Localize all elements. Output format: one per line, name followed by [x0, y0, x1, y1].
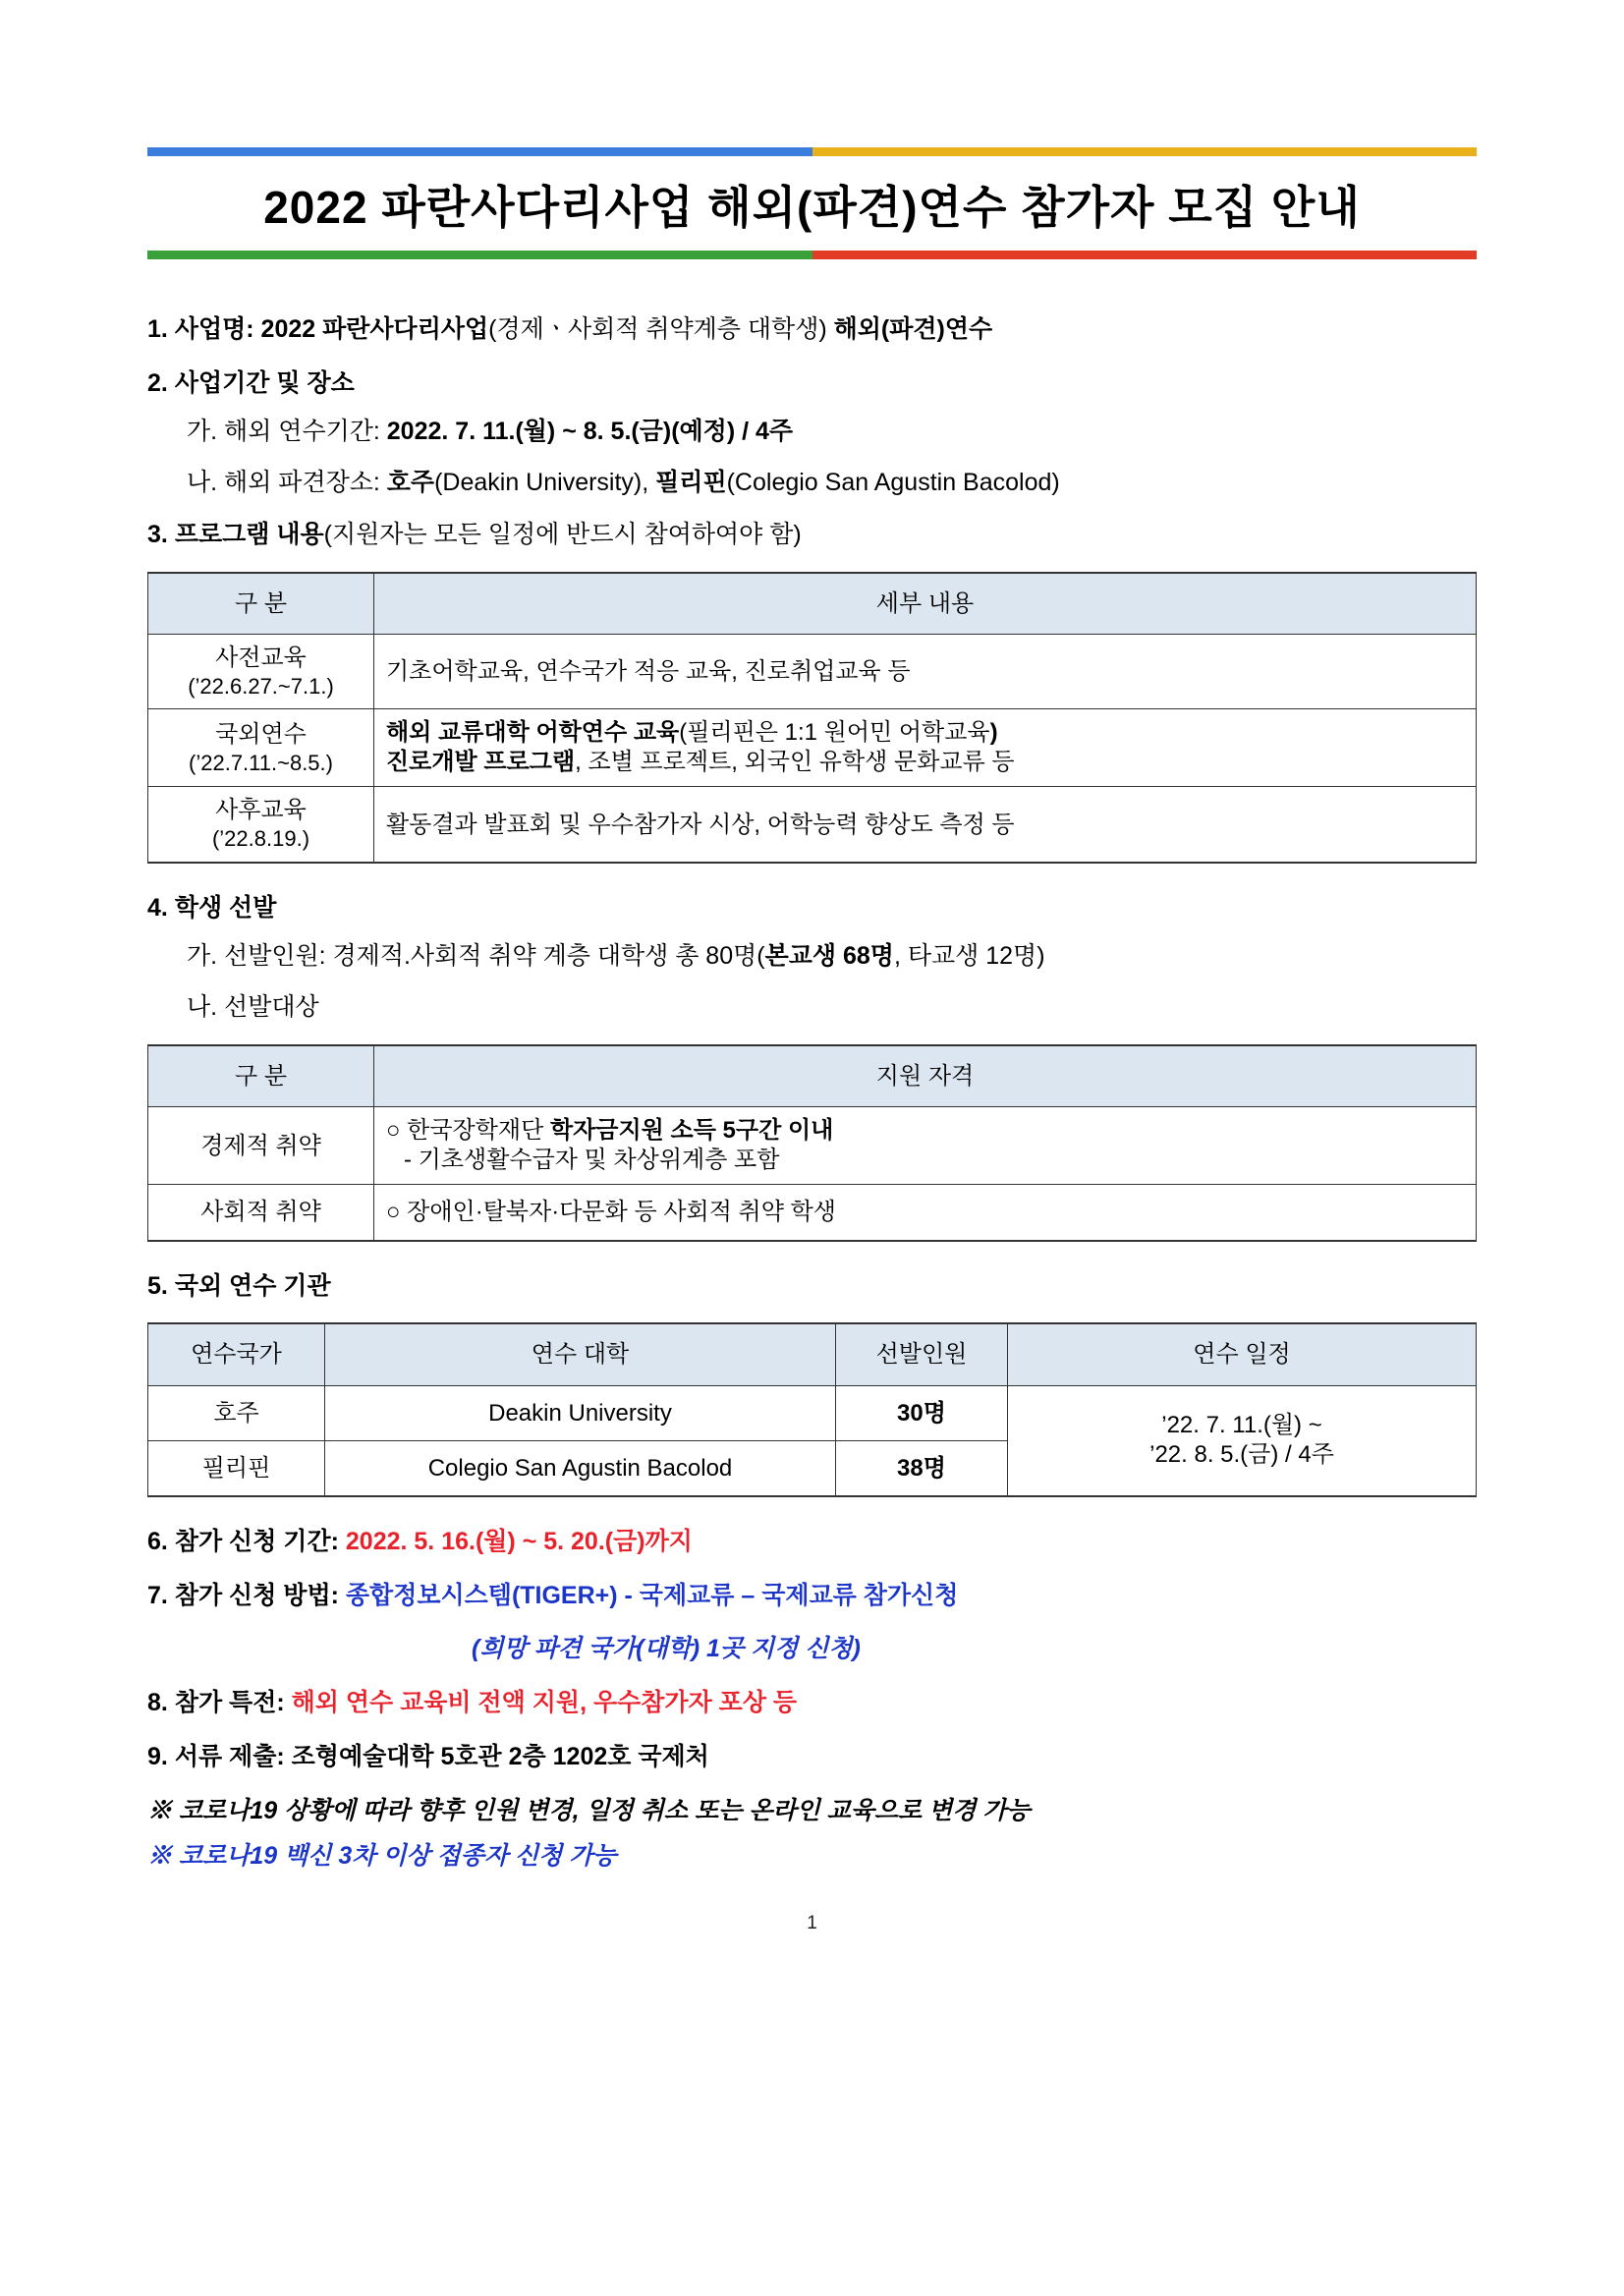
program-row-3-division-line1: 사후교육 [215, 797, 307, 824]
eligibility-table-header-qualification: 지원 자격 [374, 1045, 1477, 1107]
program-row-3-division [148, 787, 374, 863]
section-7-number: 7. [147, 1581, 168, 1609]
program-row-2-division-line2: (’22.7.11.~8.5.) [189, 750, 333, 775]
program-row-2-detail-plain-1: (필리핀은 1:1 원어민 어학교육 [679, 719, 990, 747]
eligibility-table-header-division: 구 분 [148, 1045, 374, 1107]
section-2-number: 2. [147, 368, 168, 397]
section-4-a-bold: 본교생 68명 [764, 941, 894, 970]
section-2-a-value: 2022. 7. 11.(월) ~ 8. 5.(금)(예정) / 4주 [386, 417, 794, 445]
section-2-period-place [147, 364, 1477, 403]
program-row-1-division [148, 634, 374, 709]
section-2-b-university-1: (Deakin University), [434, 469, 656, 497]
title-rule-red-segment [812, 251, 1478, 259]
section-1-colon: : [246, 315, 261, 343]
section-6-label: 참가 신청 기간 [174, 1527, 331, 1555]
eligibility-row-1-line1-bold: 학자금지원 소득 5구간 이내 [549, 1117, 834, 1145]
note-vaccine-requirement: ※ 코로나19 백신 3차 이상 접종자 신청 가능 [147, 1842, 617, 1871]
program-table-header-detail: 세부 내용 [374, 573, 1477, 635]
section-7-application-method [147, 1577, 1477, 1615]
section-3-label: 프로그램 내용 [174, 521, 324, 548]
section-7-value-line2-wrap [472, 1630, 1477, 1668]
eligibility-row-1-line1-plain: ○ 한국장학재단 [386, 1117, 550, 1145]
eligibility-row-2-division: 사회적 취약 [148, 1185, 374, 1241]
program-row-1-detail: 기초어학교육, 연수국가 적응 교육, 진로취업교육 등 [374, 634, 1477, 709]
section-9-value: 조형예술대학 5호관 2층 1202호 국제처 [291, 1742, 709, 1770]
section-9-number: 9. [147, 1742, 168, 1770]
institutions-header-schedule: 연수 일정 [1008, 1323, 1477, 1385]
eligibility-row-2-qualification: ○ 장애인·탈북자·다문화 등 사회적 취약 학생 [374, 1185, 1477, 1241]
section-8-colon: : [276, 1689, 292, 1717]
table-row [148, 1385, 1477, 1440]
table-header-row [148, 573, 1477, 635]
section-4-number: 4. [147, 893, 168, 922]
program-row-2-detail-bold-1: 해외 교류대학 어학연수 교육 [386, 719, 680, 747]
section-5-overseas-institutions [147, 1267, 1477, 1306]
note-covid-schedule: ※ 코로나19 상황에 따라 향후 인원 변경, 일정 취소 또는 온라인 교육으로 변경 가능 [147, 1796, 1031, 1824]
institutions-table [147, 1322, 1477, 1497]
section-2-b-university-2: (Colegio San Agustin Bacolod) [726, 469, 1060, 497]
table-row [148, 787, 1477, 863]
institutions-header-university: 연수 대학 [325, 1323, 836, 1385]
section-4-a-text-1: 가. 선발인원: 경제적.사회적 취약 계층 대학생 총 80명( [187, 941, 765, 970]
institutions-row-1-country: 호주 [148, 1385, 325, 1440]
eligibility-row-1-line2: - 기초생활수급자 및 차상위계층 포함 [404, 1147, 780, 1174]
page-title: 2022 파란사다리사업 해외(파견)연수 참가자 모집 안내 [263, 182, 1361, 233]
institutions-row-2-quota: 38명 [836, 1440, 1008, 1496]
program-row-1-division-line2: (’22.6.27.~7.1.) [188, 673, 334, 699]
section-2-item-a [187, 413, 1477, 451]
title-top-rule [147, 147, 1477, 156]
program-content-table [147, 572, 1477, 864]
program-row-2-detail-plain-2: , 조별 프로젝트, 외국인 유학생 문화교류 등 [575, 749, 1015, 776]
program-row-3-detail: 활동결과 발표회 및 우수참가자 시상, 어학능력 향상도 측정 등 [374, 787, 1477, 863]
section-9-colon: : [276, 1742, 292, 1770]
program-row-2-detail-line2 [386, 748, 1464, 777]
section-8-benefits [147, 1684, 1477, 1722]
section-7-label: 참가 신청 방법 [174, 1581, 331, 1609]
title-block [147, 147, 1477, 259]
institutions-header-country: 연수국가 [148, 1323, 325, 1385]
section-6-colon: : [330, 1527, 346, 1555]
title-rule-green-segment [147, 251, 812, 259]
institutions-row-1-university: Deakin University [325, 1385, 836, 1440]
section-1-value-bold2: 해외(파견)연수 [833, 315, 993, 343]
section-1-number: 1. [147, 315, 168, 343]
program-row-3-division-line2: (’22.8.19.) [211, 826, 310, 852]
section-2-item-b [187, 464, 1477, 502]
table-header-row [148, 1323, 1477, 1385]
section-2-b-country-2: 필리핀 [655, 469, 727, 497]
section-4-student-selection [147, 889, 1477, 927]
section-1-label: 사업명 [174, 315, 247, 343]
section-6-value: 2022. 5. 16.(월) ~ 5. 20.(금)까지 [345, 1527, 693, 1555]
page-number: 1 [807, 1913, 817, 1934]
section-7-value-line1: 종합정보시스템(TIGER+) - 국제교류 – 국제교류 참가신청 [345, 1581, 959, 1609]
program-row-2-division-line1: 국외연수 [215, 720, 307, 748]
institutions-schedule-cell [1008, 1385, 1477, 1496]
eligibility-row-1-qualification [374, 1107, 1477, 1185]
section-1-value-plain: (경제ㆍ사회적 취약계층 대학생) [488, 315, 834, 343]
table-row [148, 1107, 1477, 1185]
title-rule-blue-segment [147, 147, 812, 156]
table-row [148, 634, 1477, 709]
section-2-a-prefix: 가. 해외 연수기간: [187, 417, 387, 445]
section-3-program-content [147, 516, 1477, 554]
program-row-2-detail [374, 709, 1477, 787]
program-row-2-detail-line1 [386, 718, 1464, 748]
institutions-row-1-quota: 30명 [836, 1385, 1008, 1440]
eligibility-table [147, 1044, 1477, 1241]
section-4-a-text-2: , 타교생 12명) [893, 941, 1045, 970]
program-row-2-division [148, 709, 374, 787]
section-5-number: 5. [147, 1271, 168, 1300]
section-9-document-submission [147, 1738, 1477, 1776]
institutions-row-2-country: 필리핀 [148, 1440, 325, 1496]
section-8-number: 8. [147, 1689, 168, 1717]
institutions-schedule-line2: ’22. 8. 5.(금) / 4주 [1149, 1441, 1334, 1469]
program-table-header-division: 구 분 [148, 573, 374, 635]
title-rule-yellow-segment [812, 147, 1478, 156]
program-row-1-division-line1: 사전교육 [215, 644, 307, 671]
title-bottom-rule [147, 251, 1477, 259]
table-header-row [148, 1045, 1477, 1107]
section-5-label: 국외 연수 기관 [174, 1271, 331, 1300]
section-3-label-sub: (지원자는 모든 일정에 반드시 참여하여야 함) [323, 521, 802, 548]
section-1-business-name [147, 310, 1477, 349]
section-9-label: 서류 제출 [174, 1742, 277, 1770]
table-row [148, 1185, 1477, 1241]
section-4-item-a [187, 937, 1477, 976]
section-2-b-country-1: 호주 [386, 469, 435, 497]
institutions-schedule-line1: ’22. 7. 11.(월) ~ [1161, 1412, 1322, 1439]
section-6-application-period [147, 1523, 1477, 1561]
table-row [148, 709, 1477, 787]
eligibility-row-1-division: 경제적 취약 [148, 1107, 374, 1185]
section-4-item-b: 나. 선발대상 [187, 993, 319, 1022]
section-3-number: 3. [147, 521, 168, 548]
eligibility-row-1-line1 [386, 1116, 1464, 1146]
section-8-value: 해외 연수 교육비 전액 지원, 우수참가자 포상 등 [291, 1689, 798, 1717]
document-body [147, 310, 1477, 1938]
section-6-number: 6. [147, 1527, 168, 1555]
section-7-colon: : [330, 1581, 346, 1609]
section-2-b-prefix: 나. 해외 파견장소: [187, 469, 387, 497]
section-2-label: 사업기간 및 장소 [174, 368, 355, 397]
institutions-header-quota: 선발인원 [836, 1323, 1008, 1385]
program-row-2-detail-bold-1b: ) [989, 719, 998, 747]
section-1-value-bold: 2022 파란사다리사업 [260, 315, 489, 343]
section-7-value-line2: (희망 파견 국가(대학) 1곳 지정 신청) [472, 1635, 861, 1663]
institutions-row-2-university: Colegio San Agustin Bacolod [325, 1440, 836, 1496]
program-row-2-detail-bold-2: 진로개발 프로그램 [386, 749, 576, 776]
section-8-label: 참가 특전 [174, 1689, 277, 1717]
section-4-label: 학생 선발 [174, 893, 277, 922]
